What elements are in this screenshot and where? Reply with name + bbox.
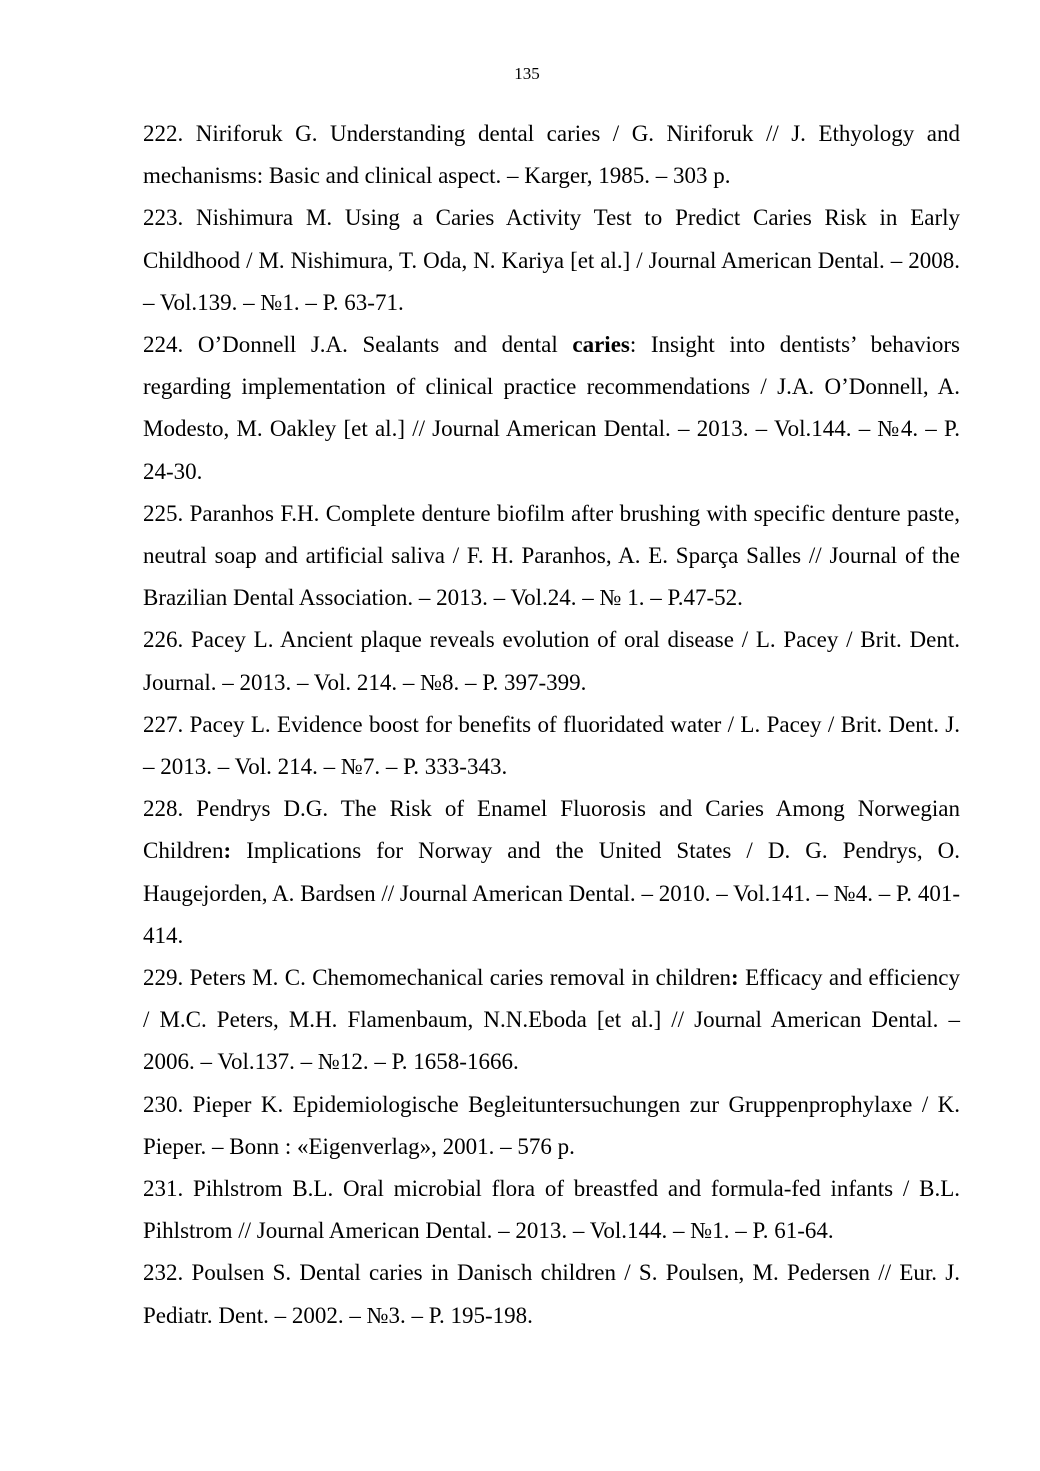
reference-number: 228. [143, 796, 184, 822]
reference-number: 227. [143, 711, 184, 737]
reference-text: Peters M. C. Chemomechanical caries removal in children [183, 965, 732, 991]
reference-item [143, 197, 960, 324]
reference-text: : Insight into dentists’ behaviors regarding implementation of clinical practice recommendations / J.A. O’Donnell, A. Modesto, M. Oakley [et al.] // Journal American Dental. – 2013. – Vol.144. – №4. – P. 24-30. [143, 332, 961, 484]
reference-text: Niriforuk G. Understanding dental caries / G. Niriforuk // J. Ethyology and mechanisms: Basic and clinical aspect. – Karger, 1985. – 303 p. [143, 121, 960, 189]
reference-item [143, 619, 960, 703]
reference-text: Efficacy and efficiency / M.C. Peters, M.H. Flamenbaum, N.N.Eboda [et al.] // Journal American Dental. – 2006. – Vol.137. – №12. – P. 1658-1666. [143, 965, 960, 1075]
reference-item [143, 704, 960, 788]
reference-number: 232. [143, 1260, 184, 1286]
reference-item [143, 1084, 960, 1168]
reference-number: 225. [143, 500, 184, 526]
reference-text: Paranhos F.H. Complete denture biofilm after brushing with specific denture paste, neutral soap and artificial saliva / F. H. Paranhos, A. E. Sparça Salles // Journal of the Brazilian Dental Association. – 2013. – Vol.24. – № 1. – P.47-52. [143, 500, 960, 611]
reference-item [143, 957, 960, 1084]
reference-number: 224. [143, 332, 184, 358]
reference-item [143, 324, 960, 493]
reference-text: Pacey L. Evidence boost for benefits of fluoridated water / L. Pacey / Brit. Dent. J. – 2013. – Vol. 214. – №7. – P. 333-343. [143, 711, 960, 780]
reference-item [143, 1168, 960, 1252]
reference-text: Implications for Norway and the United States / D. G. Pendrys, O. Haugejorden, A. Bardsen // Journal American Dental. – 2010. – Vol.141. – №4. – P. 401-414. [143, 838, 960, 948]
reference-text-bold: : [731, 965, 739, 991]
reference-text: Pihlstrom B.L. Oral microbial flora of breastfed and formula-fed infants / B.L. Pihlstrom // Journal American Dental. – 2013. – Vol.144. – №1. – P. 61-64. [143, 1176, 960, 1244]
reference-text: O’Donnell J.A. Sealants and dental [183, 332, 573, 358]
reference-number: 230. [143, 1091, 184, 1117]
reference-text: Poulsen S. Dental caries in Danisch children / S. Poulsen, M. Pedersen // Eur. J. Pediatr. Dent. – 2002. – №3. – P. 195-198. [143, 1260, 960, 1328]
reference-item [143, 493, 960, 620]
reference-text: Pacey L. Ancient plaque reveals evolution of oral disease / L. Pacey / Brit. Dent. Journal. – 2013. – Vol. 214. – №8. – P. 397-399. [143, 627, 960, 695]
reference-number: 222. [143, 121, 184, 146]
reference-number: 226. [143, 627, 184, 653]
reference-text-bold: : [223, 838, 232, 864]
reference-text: Pendrys D.G. The Risk of Enamel Fluorosis and Caries Among Norwegian Children [143, 796, 960, 864]
reference-item [143, 788, 960, 957]
reference-number: 223. [143, 205, 184, 231]
reference-number: 229. [143, 965, 184, 991]
reference-text-bold: caries [572, 332, 630, 358]
reference-item [143, 1252, 960, 1336]
reference-text: Nishimura M. Using a Caries Activity Test to Predict Caries Risk in Early Childhood / M. Nishimura, T. Oda, N. Kariya [et al.] / Journal American Dental. – 2008. – Vol.139. – №1. – P. 63-71. [143, 205, 960, 315]
reference-item [143, 113, 960, 197]
page-number: 135 [514, 64, 540, 83]
reference-list [143, 113, 960, 1337]
reference-number: 231. [143, 1176, 184, 1202]
reference-text: Pieper K. Epidemiologische Begleituntersuchungen zur Gruppenprophylaxe / K. Pieper. – Bonn : «Eigenverlag», 2001. – 576 p. [143, 1091, 960, 1159]
